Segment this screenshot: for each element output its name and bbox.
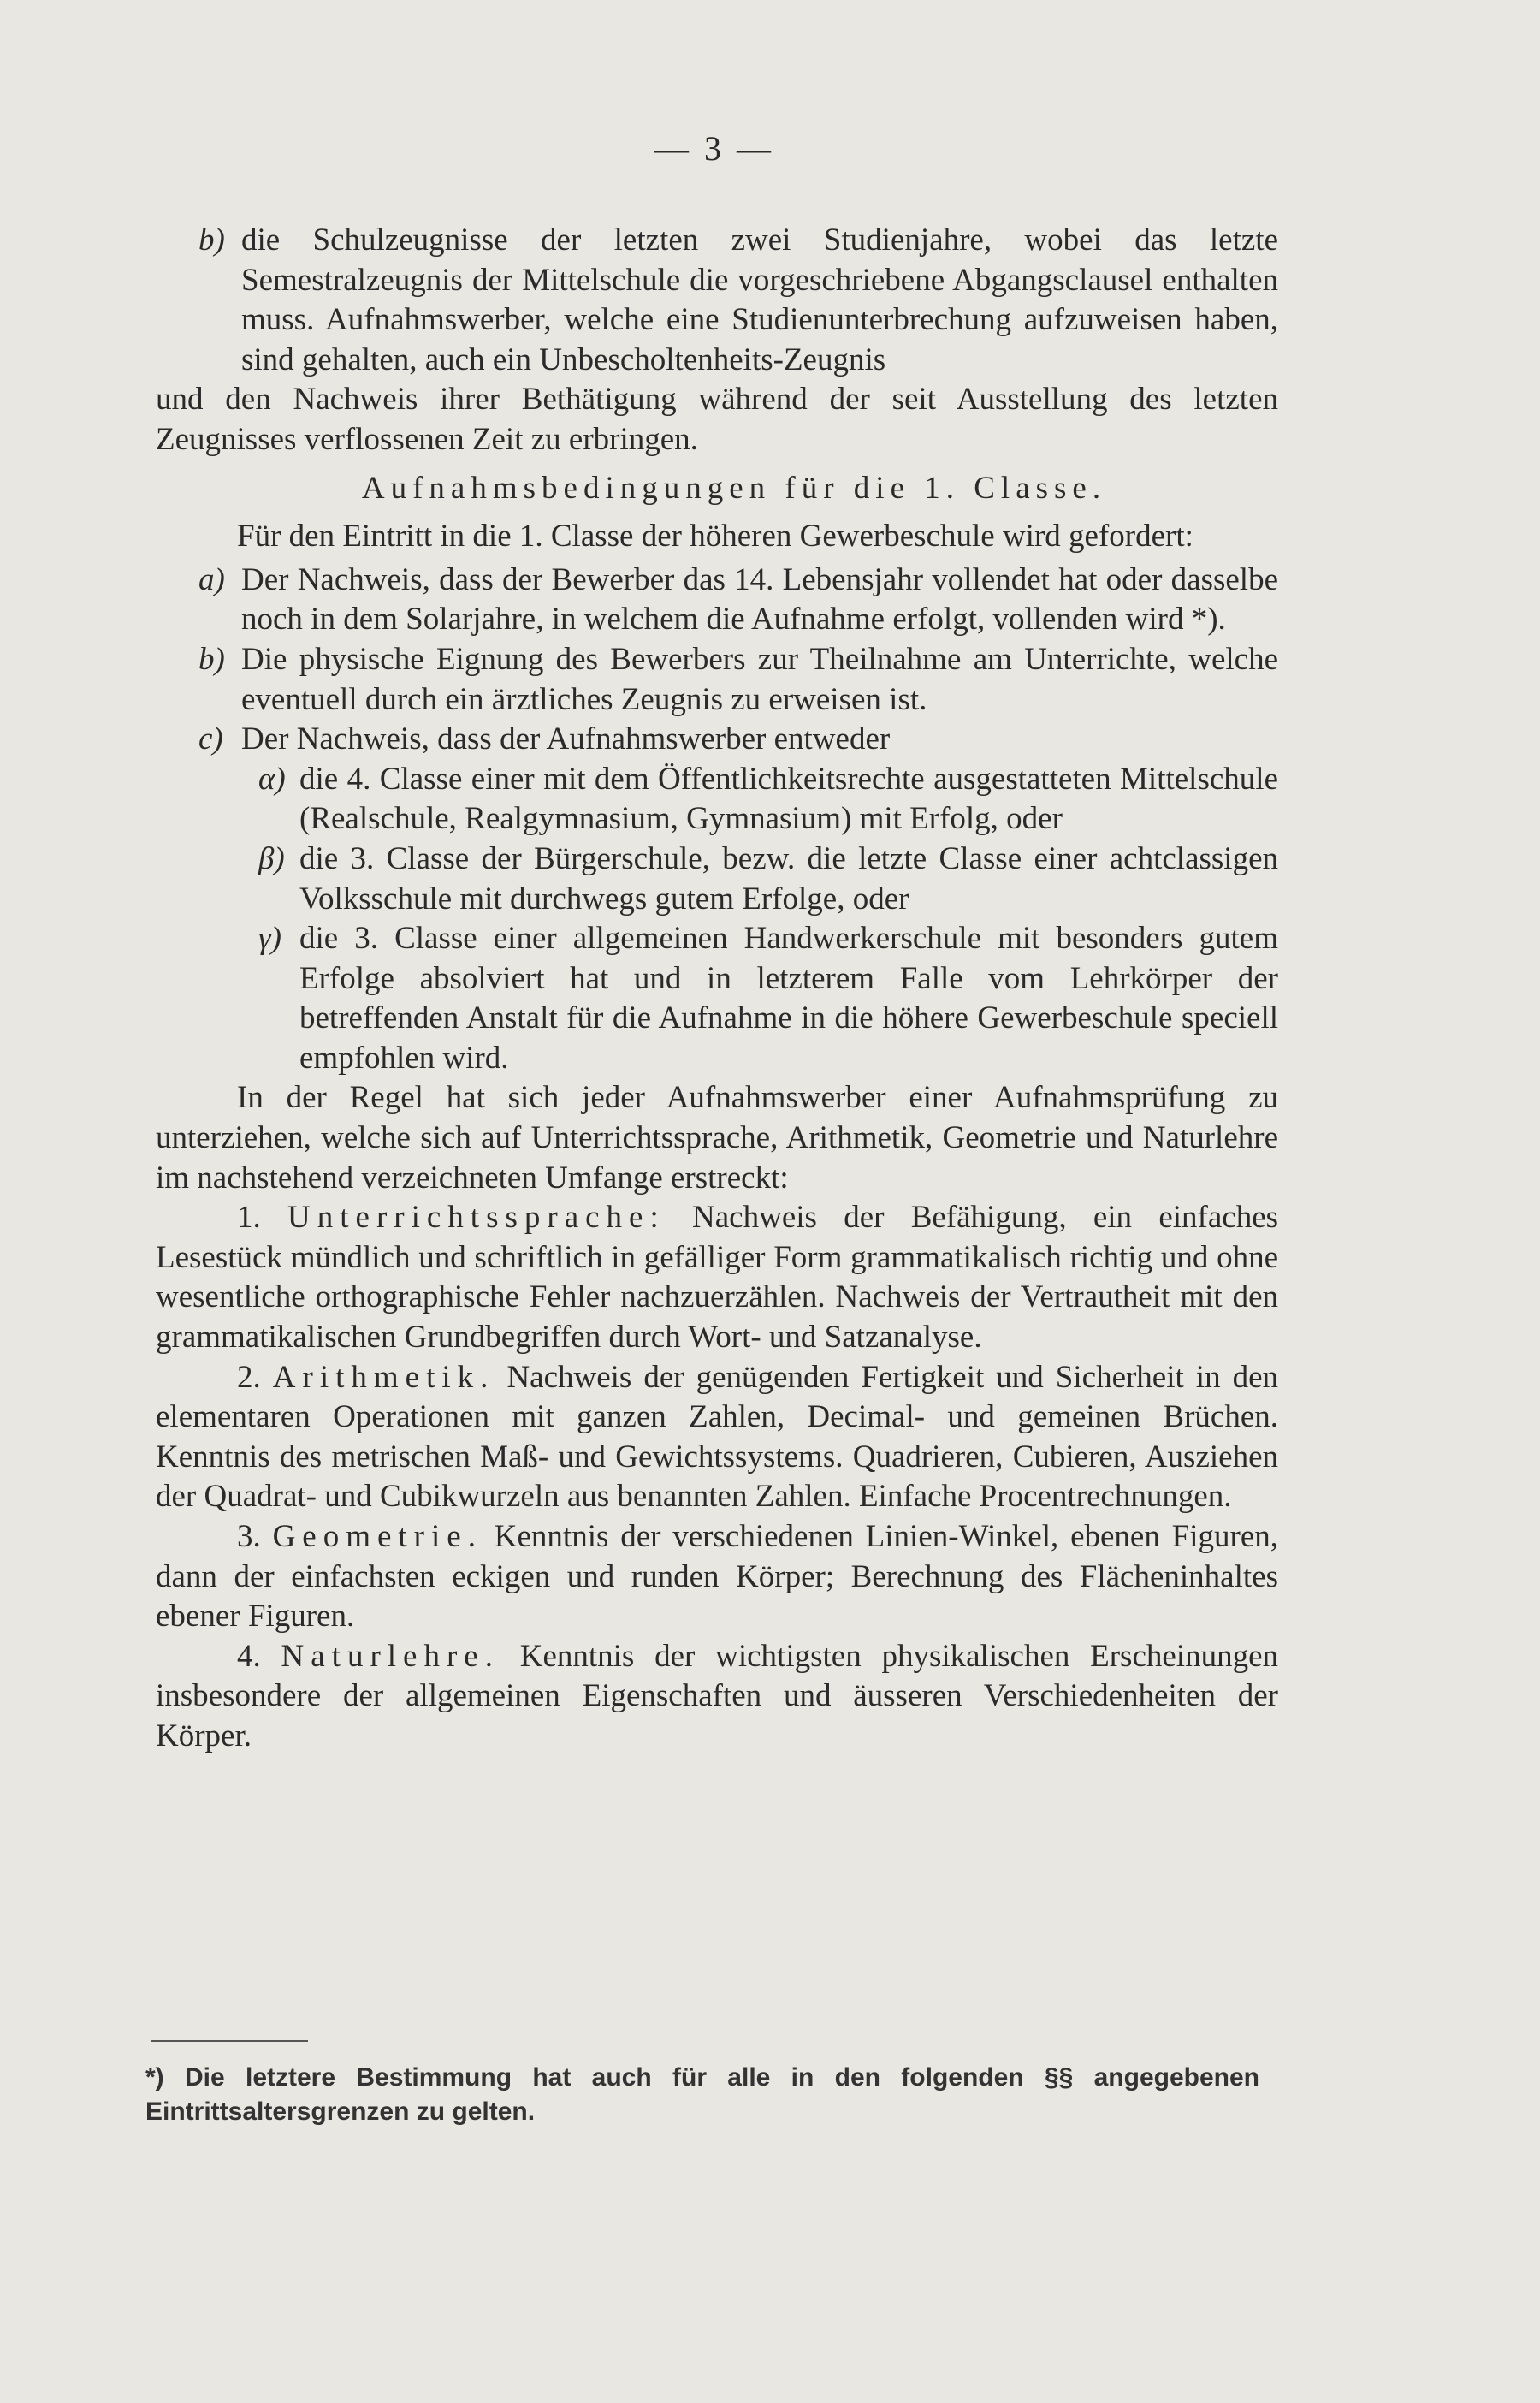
footnote-rule: [151, 2040, 308, 2042]
subject-number: 2.: [237, 1359, 261, 1395]
document-body: [156, 221, 1278, 1757]
item-marker: b): [198, 641, 225, 677]
requirement-item: [156, 640, 1278, 720]
requirement-item: [156, 720, 1278, 760]
subject-paragraph: [156, 1517, 1278, 1637]
subject-paragraph: [156, 1637, 1278, 1757]
subject-title: Arithmetik.: [272, 1359, 495, 1395]
subject-number: 1.: [237, 1200, 261, 1236]
item-continuation: und den Nachweis ihrer Bethätigung während der seit Ausstellung des letzten Zeugnisses verflossenen Zeit zu erbringen.: [156, 382, 1278, 457]
section-heading: Aufnahmsbedingungen für die 1. Classe.: [361, 470, 1107, 506]
item-text: Der Nachweis, dass der Aufnahmswerber entweder: [241, 721, 891, 757]
subject-text: Kenntnis der wichtigsten physikalischen Erscheinungen insbesondere der allgemeinen Eigenschaften und äusseren Verschiedenheiten der Körper.: [156, 1638, 1278, 1753]
item-marker: c): [198, 721, 223, 757]
sub-requirement-item: [156, 840, 1278, 919]
item-marker: b): [198, 222, 225, 258]
footnote: *) Die letztere Bestimmung hat auch für alle in den folgenden §§ angegebenen Eintrittsaltersgrenzen zu gelten.: [145, 2063, 1259, 2126]
item-marker: β): [258, 840, 285, 876]
intro-paragraph: Für den Eintritt in die 1. Classe der höheren Gewerbeschule wird gefordert:: [237, 519, 1194, 555]
sub-requirement-item: [156, 760, 1278, 840]
subject-paragraph: [156, 1358, 1278, 1517]
item-text: Die physische Eignung des Bewerbers zur Theilnahme am Unterrichte, welche eventuell durch ein ärztliches Zeugnis zu erweisen ist.: [241, 641, 1278, 717]
item-text: die 3. Classe der Bürgerschule, bezw. die letzte Classe einer achtclassigen Volksschule mit durchwegs gutem Erfolge, oder: [299, 840, 1278, 917]
page-number: — 3 —: [654, 129, 774, 168]
subject-paragraph: [156, 1198, 1278, 1357]
item-text: die Schulzeugnisse der letzten zwei Studienjahre, wobei das letzte Semestralzeugnis der Mittelschule die vorgeschriebene Abgangsclausel enthalten muss. Aufnahmswerber, welche eine Studienunterbrechung aufzuweisen haben, sind gehalten, auch ein Unbescholtenheits-Zeugnis: [241, 222, 1278, 377]
requirement-item: [156, 561, 1278, 640]
subject-number: 3.: [237, 1519, 261, 1554]
item-text: die 3. Classe einer allgemeinen Handwerkerschule mit besonders gutem Erfolge absolviert hat und in letzterem Falle vom Lehrkörper der betreffenden Anstalt für die Aufnahme in die höhere Gewerbeschule speciell empfohlen wird.: [299, 921, 1278, 1076]
subject-number: 4.: [237, 1638, 261, 1674]
subject-title: Naturlehre.: [281, 1638, 500, 1674]
item-marker: α): [258, 761, 286, 797]
sub-requirement-item: [156, 919, 1278, 1078]
intro-item: [156, 221, 1278, 380]
exam-paragraph: In der Regel hat sich jeder Aufnahmswerber einer Aufnahmsprüfung zu unterziehen, welche sich auf Unterrichtssprache, Arithmetik, Geometrie und Naturlehre im nachstehend verzeichneten Umfange erstreckt:: [156, 1080, 1278, 1196]
item-text: Der Nachweis, dass der Bewerber das 14. Lebensjahr vollendet hat oder dasselbe noch in dem Solarjahre, in welchem die Aufnahme erfolgt, vollenden wird *).: [241, 561, 1278, 638]
subject-text: Kenntnis der verschiedenen Linien-Winkel, ebenen Figuren, dann der einfachsten eckigen und runden Körper; Berechnung des Flächeninhaltes ebener Figuren.: [156, 1519, 1278, 1635]
item-marker: a): [198, 561, 225, 597]
subject-text: Nachweis der Befähigung, ein einfaches Lesestück mündlich und schriftlich in gefälliger Form grammatikalisch richtig und ohne wesentliche orthographische Fehler nachzuerzählen. Nachweis der Vertrautheit mit den grammatikalischen Grundbegriffen durch Wort- und Satzanalyse.: [156, 1200, 1279, 1356]
subject-title: Unterrichtssprache:: [287, 1200, 666, 1236]
item-text: die 4. Classe einer mit dem Öffentlichkeitsrechte ausgestatteten Mittelschule (Realschule, Realgymnasium, Gymnasium) mit Erfolg, oder: [299, 761, 1278, 837]
item-marker: γ): [258, 921, 281, 957]
subject-text: Nachweis der genügenden Fertigkeit und Sicherheit in den elementaren Operationen mit ganzen Zahlen, Decimal- und gemeinen Brüchen. Kenntnis des metrischen Maß- und Gewichtssystems. Quadrieren, Cubieren, Ausziehen der Quadrat- und Cubikwurzeln aus benannten Zahlen. Einfache Procentrechnungen.: [156, 1359, 1279, 1515]
subject-title: Geometrie.: [272, 1519, 483, 1554]
